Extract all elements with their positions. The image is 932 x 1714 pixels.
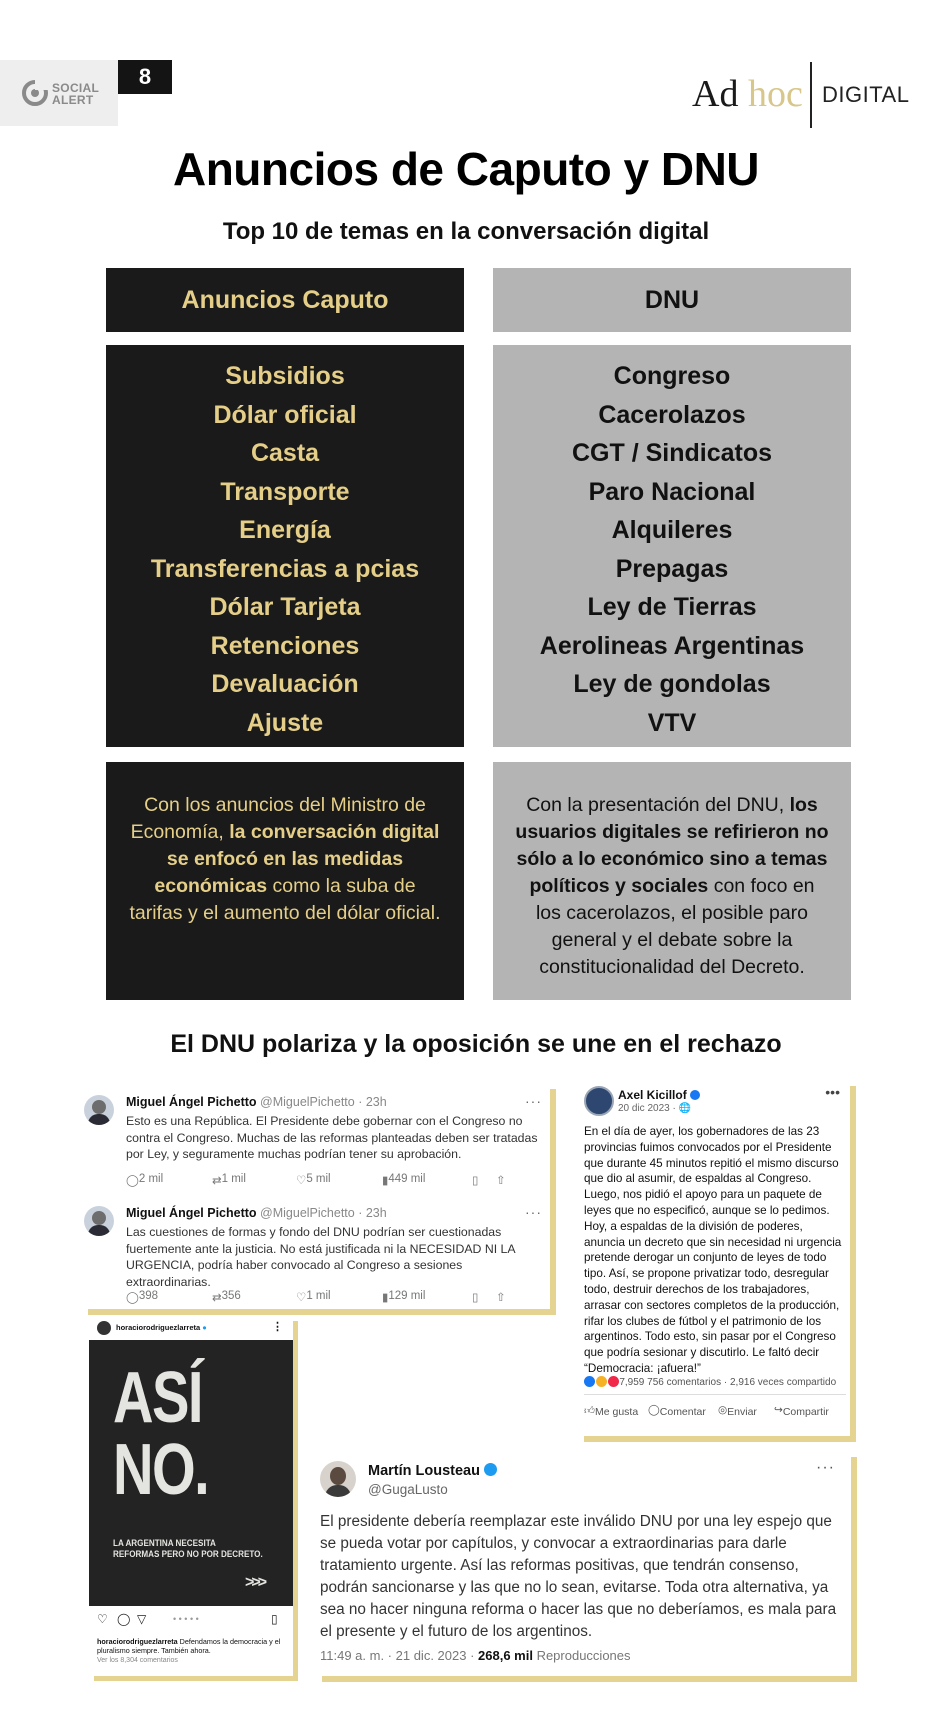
more-icon[interactable]: ⋮	[272, 1321, 283, 1333]
topic-list-dnu	[493, 345, 851, 747]
post-image	[89, 1340, 293, 1606]
more-icon[interactable]: ···	[525, 1093, 542, 1109]
retweet-button[interactable]: ⇄ 356	[212, 1290, 241, 1304]
column-header-caputo: Anuncios Caputo	[106, 268, 464, 332]
tweet-text: Esto es una República. El Presidente debe gobernar con el Congreso no contra el Congreso. Muchas de las reformas planteadas deben ser tratadas por Ley, y seguramente muchas podrían tener su aprobación.	[126, 1114, 538, 1161]
adhoc-digital-label: DIGITAL	[822, 82, 910, 107]
tweet-text: Las cuestiones de formas y fondo del DNU podrían ser cuestionadas fuertemente ante la justicia. No está justificada ni la NECESIDAD NI LA URGENCIA, podría haber convocado al Congreso a sesiones extraordinarias.	[126, 1225, 515, 1289]
love-reaction-icon	[608, 1376, 619, 1387]
avatar[interactable]	[84, 1095, 114, 1125]
like-button[interactable]: 👍︎ Me gusta	[584, 1405, 639, 1418]
topic-item: VTV	[647, 708, 697, 737]
comment-icon[interactable]: ◯	[117, 1612, 131, 1626]
divider	[584, 1394, 846, 1395]
reply-button[interactable]: ◯ 398	[126, 1290, 159, 1304]
tweet-header: Miguel Ángel Pichetto @MiguelPichetto · 23h	[126, 1095, 387, 1109]
comment-button[interactable]: ◯ Comentar	[648, 1404, 706, 1418]
logo-divider	[810, 62, 812, 128]
verified-icon	[484, 1463, 497, 1476]
topic-item: Devaluación	[211, 670, 359, 698]
topic-item: Dólar Tarjeta	[209, 593, 361, 621]
username[interactable]: horaciorodriguezlarreta ●	[116, 1323, 207, 1332]
topic-item: Congreso	[613, 362, 731, 390]
social-alert-wordmark: SOCIAL ALERT	[52, 81, 100, 107]
social-alert-logo-icon	[22, 80, 48, 106]
topic-item: Casta	[250, 439, 320, 467]
description-dnu: Con la presentación del DNU, los usuarios digitales se refirieron no sólo a lo económico sino a temas políticos y sociales con foco en los cacerolazos, el posible paro general y el debate sobre la constitucionalidad del Decreto.	[493, 762, 851, 1000]
post-date: 20 dic 2023 · 🌐	[618, 1103, 692, 1114]
more-icon[interactable]: ···	[816, 1459, 835, 1476]
topic-item: Ajuste	[246, 708, 324, 737]
topic-item: Subsidios	[225, 362, 345, 390]
facebook-post-kicillof	[578, 1080, 850, 1436]
share-button[interactable]: ↪ Compartir	[774, 1404, 829, 1418]
page-subtitle: Top 10 de temas en la conversación digital	[222, 218, 710, 245]
topic-item: Transferencias a pcias	[150, 554, 420, 583]
views-stat[interactable]: ▮ 449 mil	[382, 1173, 426, 1187]
retweet-button[interactable]: ⇄ 1 mil	[212, 1173, 246, 1187]
post-actions	[578, 1402, 850, 1422]
topic-item: Energía	[239, 516, 331, 544]
topic-item: Ley de gondolas	[573, 670, 771, 698]
bookmark-icon[interactable]: ▯	[472, 1175, 479, 1187]
heart-icon[interactable]: ♡	[97, 1612, 108, 1626]
post-reactions[interactable]: 7,959 756 comentarios · 2,916 veces compartido	[584, 1376, 836, 1388]
like-button[interactable]: ♡ 5 mil	[296, 1173, 331, 1187]
image-headline: ASÍ NO.	[113, 1358, 209, 1510]
like-reaction-icon	[584, 1376, 595, 1387]
more-icon[interactable]: •••	[825, 1084, 840, 1100]
avatar[interactable]	[84, 1206, 114, 1236]
send-icon[interactable]: ▽	[137, 1612, 147, 1626]
post-header	[89, 1316, 293, 1340]
instagram-post-larreta	[89, 1316, 293, 1676]
description-caputo: Con los anuncios del Ministro de Economía, la conversación digital se enfocó en las medidas económicas como la suba de tarifas y el aumento del dólar oficial.	[106, 762, 464, 1000]
avatar[interactable]	[584, 1086, 614, 1116]
topic-item: Cacerolazos	[598, 400, 746, 429]
more-icon[interactable]: ···	[525, 1204, 542, 1220]
avatar[interactable]	[320, 1461, 356, 1497]
topic-item: Dólar oficial	[213, 400, 357, 429]
column-header-dnu: DNU	[493, 268, 851, 332]
views-stat[interactable]: ▮ 129 mil	[382, 1290, 426, 1304]
topic-item: Transporte	[220, 477, 350, 506]
chevrons-icon: >>>	[245, 1574, 265, 1591]
avatar[interactable]	[97, 1321, 111, 1335]
topic-list-caputo	[106, 345, 464, 747]
send-button[interactable]: ◎ Enviar	[718, 1404, 757, 1418]
page-number: 8	[118, 60, 172, 94]
adhoc-logo: Ad hoc	[692, 73, 803, 115]
sad-reaction-icon	[596, 1376, 607, 1387]
post-author[interactable]: Axel Kicillof	[618, 1088, 700, 1102]
share-icon[interactable]: ⇧	[496, 1175, 506, 1187]
section-title-polarization: El DNU polariza y la oposición se une en el rechazo	[170, 1030, 782, 1058]
tweet-lousteau	[316, 1451, 851, 1676]
topic-item: Aerolineas Argentinas	[539, 631, 805, 660]
tweet-author[interactable]: Martín Lousteau	[368, 1463, 497, 1479]
topic-item: Alquileres	[611, 516, 733, 544]
tweets-card-pichetto	[82, 1083, 550, 1309]
topic-item: Prepagas	[615, 554, 729, 583]
image-subline: LA ARGENTINA NECESITA REFORMAS PERO NO POR DECRETO.	[113, 1538, 263, 1559]
tweet-header: Miguel Ángel Pichetto @MiguelPichetto · 23h	[126, 1206, 387, 1220]
topic-item: Paro Nacional	[588, 477, 756, 506]
carousel-dots: • • • • •	[173, 1614, 199, 1624]
topic-item: CGT / Sindicatos	[571, 439, 773, 467]
post-actions	[89, 1612, 293, 1628]
tweet-actions	[126, 1290, 546, 1306]
post-caption: horaciorodriguezlarreta Defendamos la democracia y el pluralismo siempre. También ahora.	[97, 1637, 281, 1655]
tweet-handle[interactable]: @GugaLusto	[368, 1482, 448, 1497]
page-title: Anuncios de Caputo y DNU	[172, 143, 760, 195]
post-text: En el día de ayer, los gobernadores de las 23 provincias fuimos convocados por el Presidente que durante 45 minutos repitió el mismo discurso que dio al asumir, de espaldas al Congreso. Luego, nos pidió el apoyo para un paquete de leyes que no especificó, aunque se lo pedimos. Hoy, a espaldas de la división de poderes, anuncia un decreto que sin necesidad ni urgencia pretende derogar un conjunto de leyes de todo tipo. Así, se propone privatizar todo, desregular todo, destruir derechos de los trabajadores, arrasar con sectores completos de la producción, rifar los clubes de fútbol y el patrimonio de los argentinos. Todo esto, sin pasar por el Congreso que podría sesionar y discutirlo. Le faltó decir “Democracia: ¡afuera!”	[584, 1125, 842, 1375]
bookmark-icon[interactable]: ▯	[472, 1292, 479, 1304]
like-button[interactable]: ♡ 1 mil	[296, 1290, 331, 1304]
bookmark-icon[interactable]: ▯	[271, 1612, 278, 1626]
reply-button[interactable]: ◯ 2 mil	[126, 1173, 164, 1187]
topic-item: Retenciones	[210, 631, 360, 660]
view-comments-link[interactable]: Ver los 8,304 comentarios	[97, 1657, 178, 1664]
topic-item: Ley de Tierras	[587, 593, 757, 621]
share-icon[interactable]: ⇧	[496, 1292, 506, 1304]
tweet-text: El presidente debería reemplazar este inválido DNU por una ley espejo que se pueda votar por capítulos, y convocar a extraordinarias para darle tratamiento urgente. Así las reformas positivas, que tendrán consenso, podrán sancionarse y las que no lo sean, evitarse. Toda otra alternativa, ya sea no hacer ninguna reforma o hacer las que no deberíamos, es mala para el presente y el futuro de los argentinos.	[320, 1513, 837, 1640]
tweet-actions	[126, 1173, 546, 1189]
tweet-meta: 11:49 a. m. · 21 dic. 2023 · 268,6 mil Reproducciones	[320, 1648, 631, 1663]
verified-icon	[690, 1090, 700, 1100]
